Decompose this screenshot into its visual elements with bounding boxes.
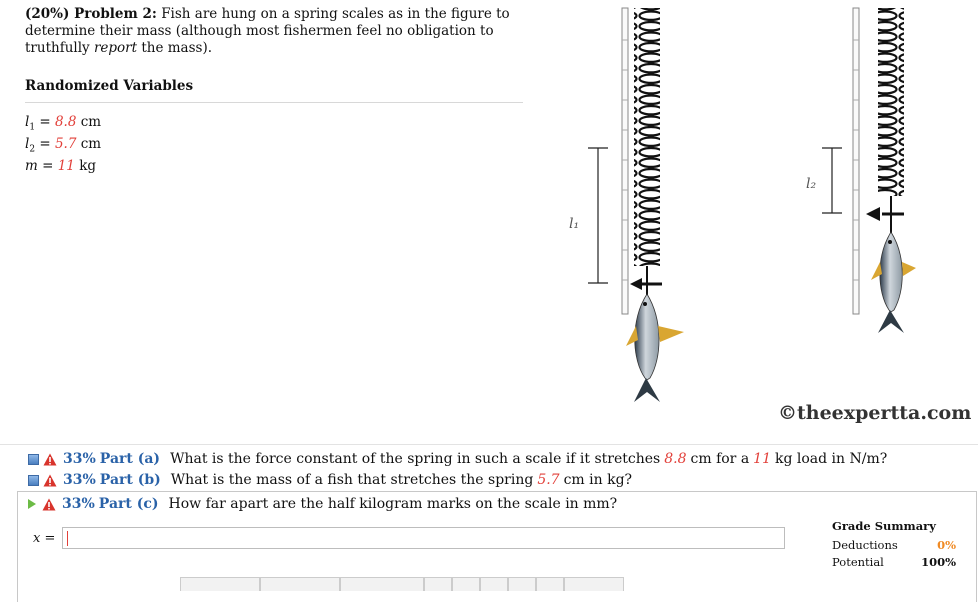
keypad-key[interactable] bbox=[480, 577, 508, 591]
left-pointer-arrow bbox=[630, 278, 642, 290]
right-fish bbox=[871, 232, 916, 333]
warning-icon bbox=[42, 498, 56, 511]
problem-statement bbox=[25, 6, 525, 57]
problem-report-word: report bbox=[93, 40, 138, 56]
part-percent: 33% bbox=[62, 496, 95, 512]
problem-text-end: the mass). bbox=[141, 40, 213, 56]
spring-scale-figure bbox=[560, 0, 978, 430]
part-c[interactable] bbox=[28, 496, 617, 512]
warning-icon bbox=[43, 453, 57, 466]
warning-icon bbox=[43, 474, 57, 487]
left-scale bbox=[588, 8, 684, 402]
part-value: 8.8 bbox=[664, 451, 687, 467]
keypad-key[interactable] bbox=[260, 577, 340, 591]
randomized-variables-title: Randomized Variables bbox=[25, 78, 194, 94]
part-name: Part (a) bbox=[99, 451, 161, 467]
part-b[interactable]: 33% Part (b) What is the mass of a fish that stretches the spring 5.7 cm in kg? bbox=[28, 472, 632, 488]
deductions-label: Deductions bbox=[832, 538, 898, 552]
text-caret bbox=[67, 531, 68, 546]
part-question: How far apart are the half kilogram marks on the scale in mm? bbox=[168, 496, 618, 512]
problem-label: (20%) Problem 2: bbox=[25, 6, 157, 22]
expand-box-icon[interactable] bbox=[28, 454, 39, 465]
keypad-strip bbox=[180, 577, 624, 591]
expand-box-icon[interactable] bbox=[28, 475, 39, 486]
grade-summary bbox=[832, 519, 956, 572]
part-name: Part (c) bbox=[98, 496, 159, 512]
right-spring bbox=[878, 8, 904, 196]
variable-l1: $l_1 = 8.8$ cm bbox=[25, 114, 102, 133]
right-pointer-arrow bbox=[866, 207, 880, 221]
keypad-key[interactable] bbox=[424, 577, 452, 591]
section-divider bbox=[25, 102, 523, 103]
keypad-key[interactable] bbox=[564, 577, 624, 591]
l2-label: l₂ bbox=[806, 176, 817, 192]
left-fish bbox=[626, 294, 684, 402]
part-percent: 33% bbox=[63, 451, 96, 467]
potential-value: 100% bbox=[921, 555, 956, 569]
answer-label: x = bbox=[33, 531, 56, 546]
part-question: What is the force constant of the spring in such a scale if it stretches bbox=[170, 451, 661, 467]
figure-divider bbox=[0, 444, 978, 445]
problem-text: Fish are hung on a spring scales as in the figure to determine their mass (although most fishermen feel no obligation to truthfully bbox=[25, 6, 510, 56]
keypad-key[interactable] bbox=[340, 577, 424, 591]
grade-summary-title: Grade Summary bbox=[832, 519, 936, 533]
right-scale bbox=[822, 8, 916, 333]
play-arrow-icon[interactable] bbox=[28, 499, 36, 509]
part-percent: 33% bbox=[63, 472, 96, 488]
part-value: 11 bbox=[753, 451, 771, 467]
keypad-key[interactable] bbox=[508, 577, 536, 591]
part-name: Part (b) bbox=[99, 472, 161, 488]
keypad-key[interactable] bbox=[180, 577, 260, 591]
keypad-key[interactable] bbox=[452, 577, 480, 591]
part-value: 5.7 bbox=[537, 472, 560, 488]
variable-m: m = 11 kg bbox=[25, 158, 97, 174]
copyright-watermark: ©theexpertta.com bbox=[778, 402, 972, 424]
left-spring bbox=[634, 8, 660, 266]
variable-l2: $l_2 = 5.7$ cm bbox=[25, 136, 102, 155]
deductions-value: 0% bbox=[937, 538, 956, 552]
keypad-key[interactable] bbox=[536, 577, 564, 591]
potential-label: Potential bbox=[832, 555, 884, 569]
l1-label: l₁ bbox=[569, 216, 580, 232]
part-question: What is the mass of a fish that stretches the spring bbox=[170, 472, 534, 488]
answer-input[interactable] bbox=[62, 527, 785, 549]
part-a[interactable]: 33% Part (a) What is the force constant of the spring in such a scale if it stretches 8.8 cm for a 11 kg load in N/m? bbox=[28, 451, 887, 467]
